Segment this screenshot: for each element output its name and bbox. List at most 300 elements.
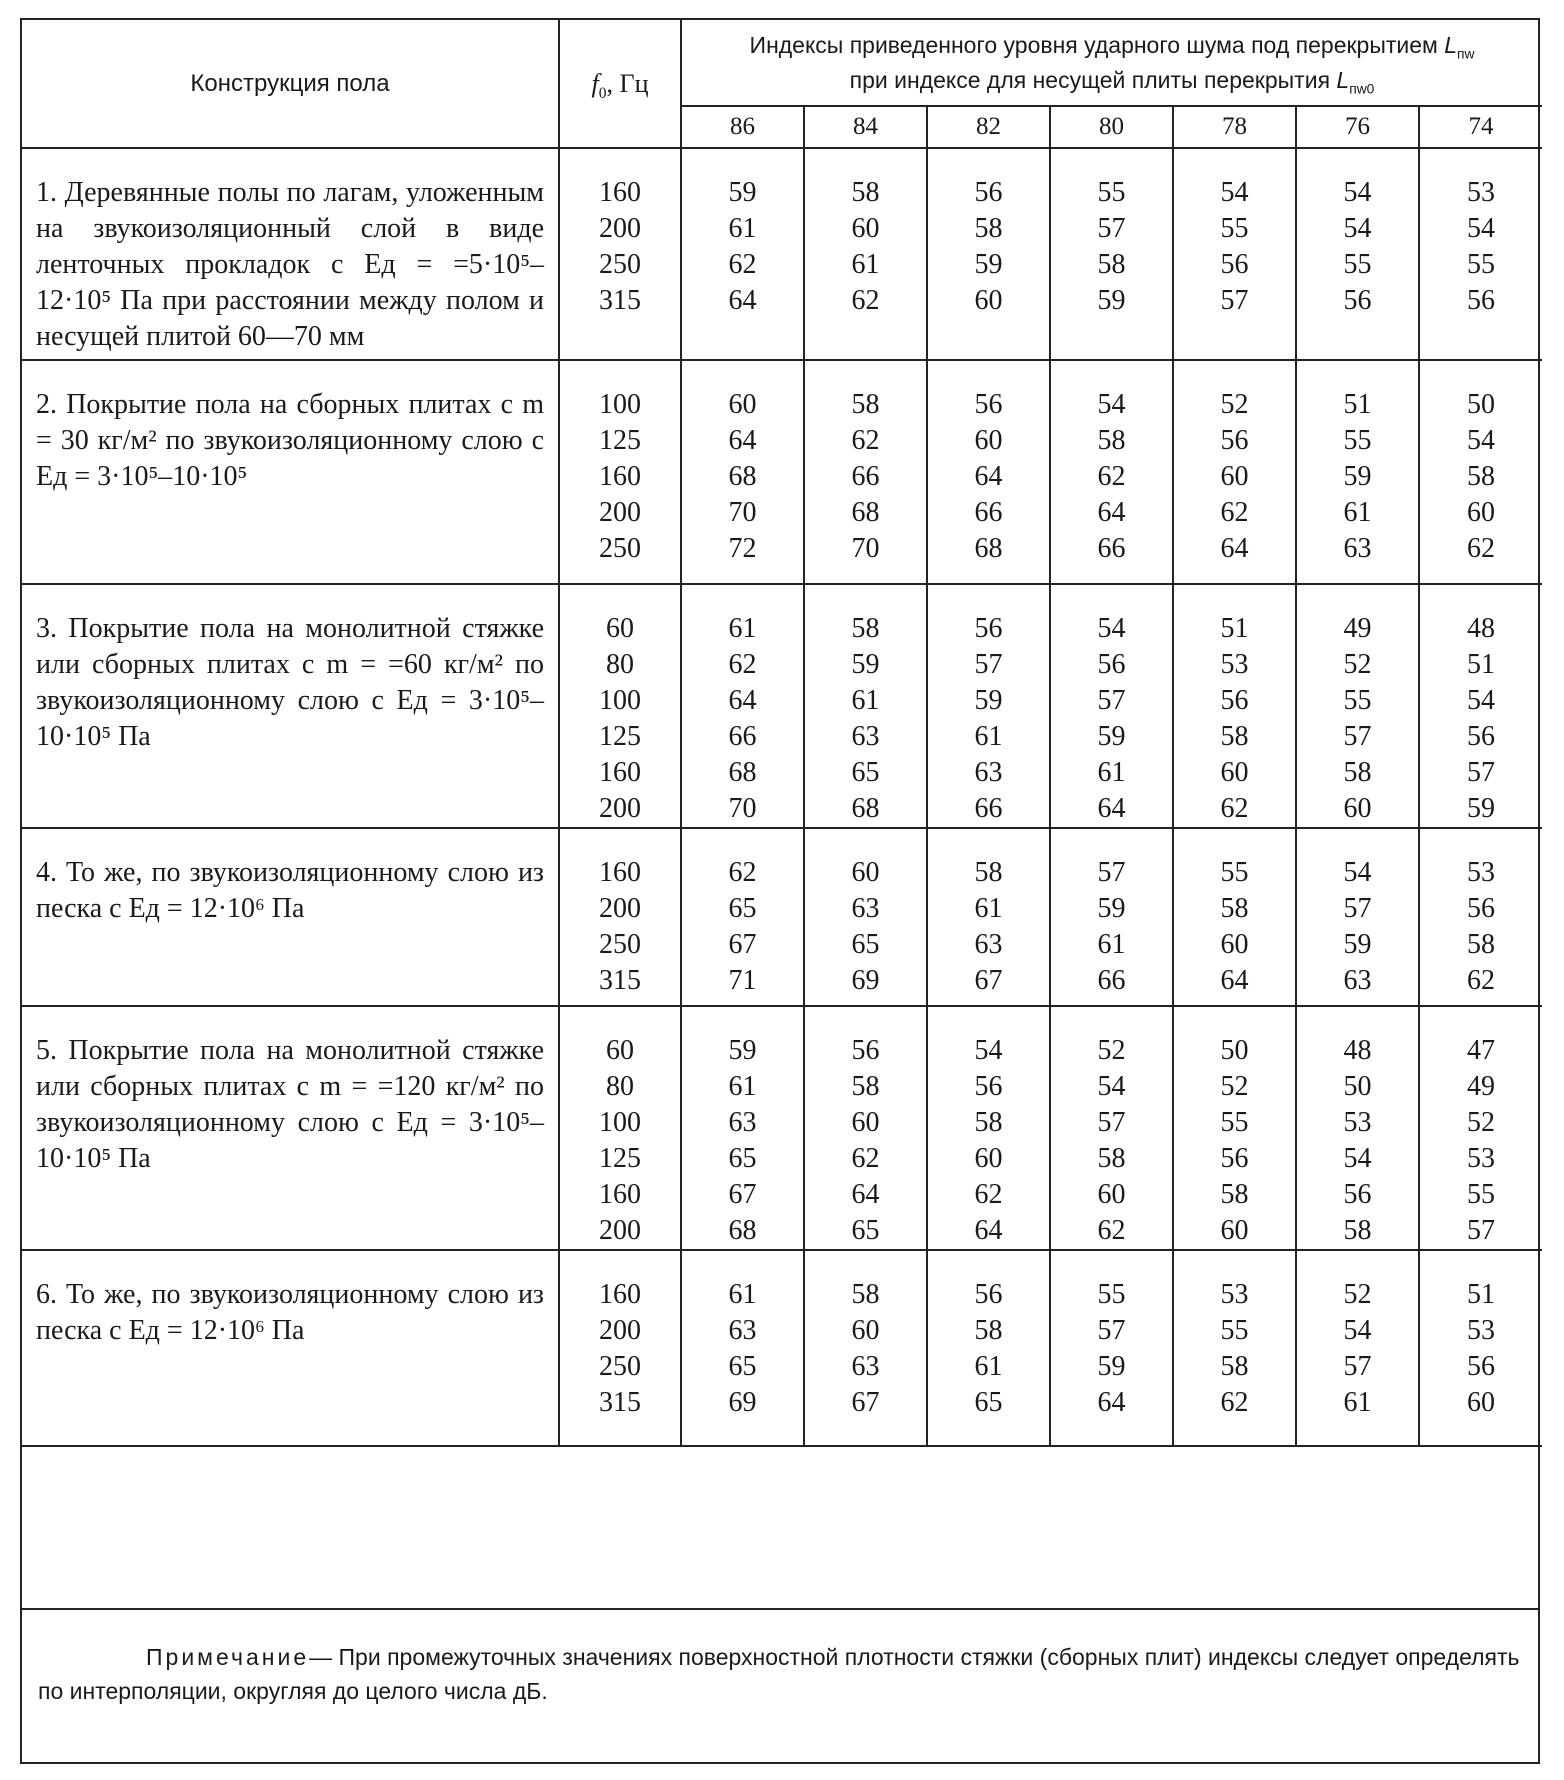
header-index-column: 86: [681, 106, 804, 148]
index-value: 55: [1343, 249, 1372, 280]
index-value-cell: [681, 360, 804, 584]
index-value: 62: [1220, 793, 1249, 824]
index-value: 55: [1220, 857, 1249, 888]
index-value: 59: [728, 177, 757, 208]
floor-construction-row: [22, 584, 1542, 828]
index-value: 53: [1467, 1143, 1495, 1174]
index-value-cell: [1050, 1250, 1173, 1446]
index-value: 62: [728, 249, 757, 280]
f0-value: 200: [599, 1315, 641, 1346]
index-value: 60: [974, 425, 1003, 456]
index-value: 56: [1467, 893, 1495, 924]
index-value: 66: [974, 793, 1003, 824]
f0-value: 200: [599, 793, 641, 824]
index-value: 53: [1220, 649, 1249, 680]
index-value: 54: [1343, 857, 1372, 888]
f0-value: 60: [606, 1035, 634, 1066]
f0-value: 160: [599, 857, 641, 888]
index-value: 68: [728, 757, 757, 788]
index-value: 59: [1343, 461, 1372, 492]
header-index-column: 76: [1296, 106, 1419, 148]
index-value-cell: [681, 1006, 804, 1250]
index-value: 59: [851, 649, 880, 680]
index-value: 56: [974, 613, 1003, 644]
index-value: 58: [974, 1107, 1003, 1138]
index-value: 67: [974, 965, 1003, 996]
index-value: 51: [1220, 613, 1249, 644]
index-value-cell: [1050, 148, 1173, 360]
index-value-cell: [1296, 1006, 1419, 1250]
index-value: 63: [1343, 965, 1372, 996]
index-value: 69: [728, 1387, 757, 1418]
index-value: 55: [1467, 1179, 1495, 1210]
index-value: 52: [1220, 1071, 1249, 1102]
index-value: 61: [851, 685, 880, 716]
index-value: 62: [974, 1179, 1003, 1210]
index-value: 65: [851, 929, 880, 960]
index-value: 56: [851, 1035, 880, 1066]
index-value: 56: [1220, 1143, 1249, 1174]
index-value: 65: [728, 1143, 757, 1174]
index-value: 60: [851, 1315, 880, 1346]
f0-value: 250: [599, 929, 641, 960]
index-value: 58: [1343, 757, 1372, 788]
index-value: 57: [1343, 721, 1372, 752]
f0-value: 250: [599, 533, 641, 564]
header-index-column: 82: [927, 106, 1050, 148]
index-value: 58: [851, 1071, 880, 1102]
index-value: 61: [851, 249, 880, 280]
index-value-cell: [804, 360, 927, 584]
index-value: 59: [1097, 285, 1126, 316]
index-value: 52: [1343, 1279, 1372, 1310]
construction-description: 6. То же, по звукоизоляционному слою из песка с Eд = 12·10⁶ Па: [36, 1279, 544, 1346]
index-value: 68: [728, 1215, 757, 1246]
construction-description: 1. Деревянные полы по лагам, уложенным на звукоизоляционный слой в виде ленточных прокладок с Eд = =5·10⁵–12·10⁵ Па при расстоянии между полом и несущей плитой 60—70 мм: [36, 177, 544, 352]
f0-value: 250: [599, 249, 641, 280]
index-value: 66: [728, 721, 757, 752]
index-value: 66: [1097, 965, 1126, 996]
index-value: 56: [974, 389, 1003, 420]
index-value: 56: [1467, 1351, 1495, 1382]
note-title: Примечание: [146, 1644, 310, 1670]
index-value: 62: [851, 285, 880, 316]
index-value-cell: [1419, 584, 1542, 828]
index-value: 63: [1343, 533, 1372, 564]
index-value: 50: [1220, 1035, 1249, 1066]
index-value: 58: [1220, 893, 1249, 924]
index-value-cell: [804, 1250, 927, 1446]
index-value: 59: [1097, 721, 1126, 752]
f0-value: 250: [599, 1351, 641, 1382]
index-value: 64: [728, 425, 757, 456]
header-f0: $f_0$, Гц: [559, 20, 681, 148]
index-value: 62: [851, 425, 880, 456]
index-value: 61: [728, 613, 757, 644]
index-value: 50: [1343, 1071, 1372, 1102]
index-value: 57: [1220, 285, 1249, 316]
header-index-column: 84: [804, 106, 927, 148]
index-value: 60: [1097, 1179, 1126, 1210]
index-value-cell: [1050, 584, 1173, 828]
f0-value: 100: [599, 389, 641, 420]
index-value: 59: [974, 249, 1003, 280]
header-index-column: 80: [1050, 106, 1173, 148]
construction-description: 2. Покрытие пола на сборных плитах с m = 30 кг/м² по звукоизоляционному слою с Eд = 3·10⁵–10·10⁵: [36, 389, 544, 492]
index-value: 71: [728, 965, 757, 996]
index-value: 58: [974, 213, 1003, 244]
index-value: 57: [1097, 213, 1126, 244]
index-value-cell: [681, 828, 804, 1006]
index-value-cell: [681, 1250, 804, 1446]
index-value: 70: [851, 533, 880, 564]
index-value: 62: [1467, 965, 1495, 996]
index-value: 57: [1467, 1215, 1495, 1246]
index-value-cell: [1050, 828, 1173, 1006]
index-value: 57: [974, 649, 1003, 680]
index-value: 54: [1220, 177, 1249, 208]
f0-value: 315: [599, 1387, 641, 1418]
construction-description-cell: [22, 148, 559, 360]
index-value: 63: [728, 1107, 757, 1138]
index-value: 52: [1220, 389, 1249, 420]
construction-description-cell: [22, 1006, 559, 1250]
construction-description-cell: [22, 584, 559, 828]
index-value: 61: [974, 1351, 1003, 1382]
index-value: 63: [851, 721, 880, 752]
index-value: 59: [1097, 893, 1126, 924]
floor-construction-row: [22, 1250, 1542, 1446]
index-value: 58: [1467, 929, 1495, 960]
index-value: 57: [1097, 685, 1126, 716]
index-value: 68: [974, 533, 1003, 564]
index-value: 60: [1343, 793, 1372, 824]
index-value: 56: [1467, 721, 1495, 752]
index-value: 62: [728, 857, 757, 888]
f0-value: 200: [599, 213, 641, 244]
index-value: 59: [974, 685, 1003, 716]
index-value: 64: [1220, 533, 1249, 564]
index-value: 70: [728, 497, 757, 528]
index-value: 59: [728, 1035, 757, 1066]
index-value: 55: [1467, 249, 1495, 280]
index-value: 60: [1467, 497, 1495, 528]
index-value: 54: [1097, 1071, 1126, 1102]
index-value: 63: [974, 757, 1003, 788]
f0-value: 315: [599, 285, 641, 316]
index-value: 61: [728, 213, 757, 244]
index-value: 54: [1343, 213, 1372, 244]
index-value-cell: [927, 360, 1050, 584]
index-value-cell: [681, 148, 804, 360]
index-value: 62: [1220, 497, 1249, 528]
index-value-cell: [927, 584, 1050, 828]
header-index-column: 78: [1173, 106, 1296, 148]
document-page: [20, 18, 1540, 1764]
index-value: 54: [1467, 213, 1495, 244]
index-value: 53: [1467, 1315, 1495, 1346]
index-value: 64: [974, 1215, 1003, 1246]
index-value-cell: [927, 1250, 1050, 1446]
index-value: 56: [1343, 285, 1372, 316]
index-value: 56: [1343, 1179, 1372, 1210]
index-value: 60: [1220, 1215, 1249, 1246]
index-value: 62: [851, 1143, 880, 1174]
index-value: 58: [1467, 461, 1495, 492]
index-value-cell: [1173, 1250, 1296, 1446]
index-value: 56: [974, 1279, 1003, 1310]
index-value: 56: [1220, 249, 1249, 280]
f0-value: 125: [599, 425, 641, 456]
index-value: 51: [1467, 649, 1495, 680]
index-value: 60: [974, 1143, 1003, 1174]
index-value: 52: [1343, 649, 1372, 680]
index-value: 63: [851, 893, 880, 924]
index-value: 61: [1343, 1387, 1372, 1418]
index-value: 61: [1097, 929, 1126, 960]
index-value: 54: [1343, 1143, 1372, 1174]
index-value: 62: [728, 649, 757, 680]
index-value: 64: [1097, 1387, 1126, 1418]
index-value: 64: [851, 1179, 880, 1210]
index-value: 49: [1343, 613, 1372, 644]
index-value: 57: [1343, 893, 1372, 924]
index-value: 72: [728, 533, 757, 564]
index-value-cell: [1296, 584, 1419, 828]
index-value: 48: [1343, 1035, 1372, 1066]
index-value: 55: [1220, 1107, 1249, 1138]
index-value-cell: [1050, 360, 1173, 584]
index-value: 61: [1343, 497, 1372, 528]
f0-value: 315: [599, 965, 641, 996]
index-value: 63: [851, 1351, 880, 1382]
index-value: 65: [851, 1215, 880, 1246]
index-value: 58: [1220, 721, 1249, 752]
index-value-cell: [1050, 1006, 1173, 1250]
index-value: 58: [851, 177, 880, 208]
construction-description-cell: [22, 360, 559, 584]
header-index-group: Индексы приведенного уровня ударного шума под перекрытием $L_{пw}$ при индексе для несущей плиты перекрытия $L_{пw0}$: [681, 20, 1542, 106]
index-value: 61: [728, 1071, 757, 1102]
index-value: 54: [1343, 177, 1372, 208]
index-value-cell: [804, 828, 927, 1006]
index-value-cell: [927, 1006, 1050, 1250]
index-value: 49: [1467, 1071, 1495, 1102]
index-value: 60: [851, 213, 880, 244]
index-value-cell: [1173, 360, 1296, 584]
index-value: 55: [1097, 1279, 1126, 1310]
index-value-cell: [1296, 828, 1419, 1006]
index-value: 60: [851, 1107, 880, 1138]
index-value: 60: [851, 857, 880, 888]
f0-value: 100: [599, 1107, 641, 1138]
index-value-cell: [1173, 1006, 1296, 1250]
index-value: 64: [728, 685, 757, 716]
index-value: 62: [1467, 533, 1495, 564]
index-value: 55: [1220, 213, 1249, 244]
f0-value: 80: [606, 1071, 634, 1102]
index-value: 66: [851, 461, 880, 492]
index-value: 54: [1343, 1315, 1372, 1346]
table-note: [22, 1608, 1538, 1762]
index-value: 62: [1220, 1387, 1249, 1418]
index-value: 51: [1343, 389, 1372, 420]
index-value: 56: [974, 1071, 1003, 1102]
construction-description: 4. То же, по звукоизоляционному слою из песка с Eд = 12·10⁶ Па: [36, 857, 544, 924]
index-value: 51: [1467, 1279, 1495, 1310]
index-value: 57: [1343, 1351, 1372, 1382]
index-value: 54: [1097, 613, 1126, 644]
index-value: 67: [728, 929, 757, 960]
index-value-cell: [1296, 360, 1419, 584]
index-value: 54: [1467, 685, 1495, 716]
construction-description-cell: [22, 828, 559, 1006]
index-value: 50: [1467, 389, 1495, 420]
index-value: 58: [1097, 425, 1126, 456]
index-value-cell: [804, 584, 927, 828]
construction-description: 5. Покрытие пола на монолитной стяжке или сборных плитах с m = =120 кг/м² по звукоизоляционному слою с Eд = 3·10⁵–10·10⁵ Па: [36, 1035, 544, 1174]
index-value: 65: [728, 893, 757, 924]
construction-description-cell: [22, 1250, 559, 1446]
index-value: 62: [1097, 1215, 1126, 1246]
impact-noise-table: [22, 20, 1542, 1447]
index-value: 55: [1097, 177, 1126, 208]
index-value: 64: [1220, 965, 1249, 996]
index-value: 66: [974, 497, 1003, 528]
index-value: 59: [1467, 793, 1495, 824]
index-value: 64: [728, 285, 757, 316]
index-value: 68: [851, 793, 880, 824]
index-value: 52: [1097, 1035, 1126, 1066]
index-value-cell: [1296, 1250, 1419, 1446]
index-value-cell: [1419, 360, 1542, 584]
index-value: 65: [974, 1387, 1003, 1418]
f0-cell: [559, 360, 681, 584]
f0-value: 160: [599, 757, 641, 788]
index-value: 58: [1220, 1179, 1249, 1210]
index-value-cell: [927, 148, 1050, 360]
index-value: 69: [851, 965, 880, 996]
f0-value: 160: [599, 461, 641, 492]
index-value: 58: [974, 857, 1003, 888]
index-value: 61: [728, 1279, 757, 1310]
index-value: 54: [974, 1035, 1003, 1066]
index-value: 61: [974, 893, 1003, 924]
header-index-column: 74: [1419, 106, 1542, 148]
f0-value: 200: [599, 1215, 641, 1246]
index-value: 64: [1097, 793, 1126, 824]
index-value-cell: [1419, 148, 1542, 360]
index-value: 58: [851, 1279, 880, 1310]
index-value: 67: [728, 1179, 757, 1210]
f0-value: 100: [599, 685, 641, 716]
index-value-cell: [1419, 1250, 1542, 1446]
f0-value: 200: [599, 893, 641, 924]
index-value: 55: [1220, 1315, 1249, 1346]
index-value: 58: [1097, 249, 1126, 280]
index-value: 53: [1467, 857, 1495, 888]
index-value-cell: [804, 148, 927, 360]
index-value-cell: [1173, 828, 1296, 1006]
index-value: 58: [1220, 1351, 1249, 1382]
index-value: 65: [728, 1351, 757, 1382]
index-value: 68: [728, 461, 757, 492]
index-value: 70: [728, 793, 757, 824]
index-value: 56: [1220, 685, 1249, 716]
index-value-cell: [681, 584, 804, 828]
index-value: 53: [1343, 1107, 1372, 1138]
index-value-cell: [927, 828, 1050, 1006]
index-value: 56: [1097, 649, 1126, 680]
floor-construction-row: [22, 148, 1542, 360]
index-value: 61: [974, 721, 1003, 752]
f0-cell: [559, 148, 681, 360]
index-value: 56: [1467, 285, 1495, 316]
floor-construction-row: [22, 828, 1542, 1006]
f0-value: 200: [599, 497, 641, 528]
index-value-cell: [1419, 828, 1542, 1006]
index-value: 58: [851, 613, 880, 644]
index-value-cell: [804, 1006, 927, 1250]
f0-cell: [559, 584, 681, 828]
index-value: 57: [1467, 757, 1495, 788]
floor-construction-row: [22, 1006, 1542, 1250]
f0-value: 160: [599, 177, 641, 208]
f0-cell: [559, 1250, 681, 1446]
f0-cell: [559, 1006, 681, 1250]
index-value: 57: [1097, 1315, 1126, 1346]
index-value: 57: [1097, 1107, 1126, 1138]
index-value: 57: [1097, 857, 1126, 888]
f0-value: 125: [599, 721, 641, 752]
index-value-cell: [1296, 148, 1419, 360]
index-value: 58: [1343, 1215, 1372, 1246]
index-value: 60: [1467, 1387, 1495, 1418]
index-value: 60: [1220, 757, 1249, 788]
construction-description: 3. Покрытие пола на монолитной стяжке или сборных плитах с m = =60 кг/м² по звукоизоляционному слою с Eд = 3·10⁵–10·10⁵ Па: [36, 613, 544, 752]
index-value: 56: [974, 177, 1003, 208]
index-value: 54: [1467, 425, 1495, 456]
index-value: 66: [1097, 533, 1126, 564]
f0-value: 80: [606, 649, 634, 680]
index-value: 64: [1097, 497, 1126, 528]
index-value: 47: [1467, 1035, 1495, 1066]
index-value: 59: [1097, 1351, 1126, 1382]
index-value: 55: [1343, 425, 1372, 456]
header-construction: Конструкция пола: [22, 20, 559, 148]
index-value: 48: [1467, 613, 1495, 644]
index-value: 65: [851, 757, 880, 788]
index-value: 58: [851, 389, 880, 420]
floor-construction-row: [22, 360, 1542, 584]
f0-value: 60: [606, 613, 634, 644]
index-value: 58: [974, 1315, 1003, 1346]
index-value: 54: [1097, 389, 1126, 420]
index-value-cell: [1173, 148, 1296, 360]
index-value: 60: [1220, 461, 1249, 492]
index-value-cell: [1173, 584, 1296, 828]
index-value: 63: [974, 929, 1003, 960]
f0-cell: [559, 828, 681, 1006]
index-value: 60: [1220, 929, 1249, 960]
index-value: 59: [1343, 929, 1372, 960]
index-value: 52: [1467, 1107, 1495, 1138]
index-value: 55: [1343, 685, 1372, 716]
f0-value: 160: [599, 1279, 641, 1310]
index-value: 68: [851, 497, 880, 528]
index-value: 53: [1220, 1279, 1249, 1310]
index-value: 64: [974, 461, 1003, 492]
